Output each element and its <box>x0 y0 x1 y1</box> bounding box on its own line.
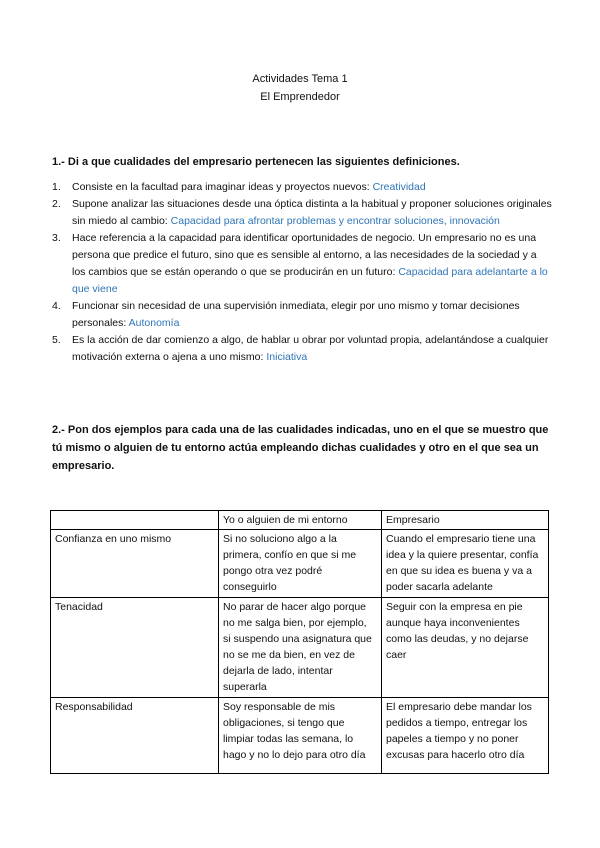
table-row <box>51 530 549 598</box>
header-cell-quality <box>51 511 219 530</box>
quality-cell: Responsabilidad <box>51 698 219 774</box>
self-example-cell: No parar de hacer algo porque no me salga bien, por ejemplo, si suspendo una asignatura que no se me da bien, en vez de dejarla de lado, intentar superarla <box>219 598 382 698</box>
item-definition: Funcionar sin necesidad de una supervisión inmediata, elegir por uno mismo y tomar decisiones personales: <box>72 300 520 329</box>
item-number: 1. <box>52 181 61 193</box>
list-item <box>52 230 552 298</box>
quality-cell: Confianza en uno mismo <box>51 530 219 598</box>
entrepreneur-example-cell: Seguir con la empresa en pie aunque haya inconvenientes como las deudas, y no dejarse caer <box>382 598 549 698</box>
list-item <box>52 332 552 366</box>
list-item <box>52 298 552 332</box>
item-answer: Autonomía <box>128 317 180 329</box>
item-number: 2. <box>52 198 61 210</box>
item-definition: Hace referencia a la capacidad para identificar oportunidades de negocio. Un empresario no es una persona que predice el futuro, sino que es sensible al entorno, a las necesidades de la sociedad y a los cambios que se están operando o que se producirán en un futuro: <box>72 232 537 278</box>
item-answer: Creatividad <box>372 181 426 193</box>
item-answer: Capacidad para afrontar problemas y encontrar soluciones, innovación <box>170 215 500 227</box>
item-number: 3. <box>52 232 61 244</box>
table-row <box>51 598 549 698</box>
definitions-list <box>52 179 552 366</box>
item-number: 4. <box>52 300 61 312</box>
table-row <box>51 698 549 774</box>
list-item <box>52 179 552 196</box>
qualities-table <box>50 510 549 774</box>
document-subtitle: El Emprendedor <box>260 91 340 103</box>
item-definition: Consiste en la facultad para imaginar ideas y proyectos nuevos: <box>72 181 373 193</box>
item-answer: Iniciativa <box>266 351 308 363</box>
self-example-cell: Soy responsable de mis obligaciones, si tengo que limpiar todas las semana, lo hago y no lo dejo para otro día <box>219 698 382 774</box>
header-cell-self: Yo o alguien de mi entorno <box>219 511 382 530</box>
entrepreneur-example-cell: El empresario debe mandar los pedidos a tiempo, entregar los papeles a tiempo y no poner excusas para hacerlo otro día <box>382 698 549 774</box>
quality-cell: Tenacidad <box>51 598 219 698</box>
section1-heading: 1.- Di a que cualidades del empresario pertenecen las siguientes definiciones. <box>52 156 460 168</box>
item-number: 5. <box>52 334 61 346</box>
header-cell-entrepreneur: Empresario <box>382 511 549 530</box>
section2-heading: 2.- Pon dos ejemplos para cada una de las cualidades indicadas, uno en el que se muestro que tú mismo o alguien de tu entorno actúa empleando dichas cualidades y otro en el que sea un empresario. <box>52 424 549 472</box>
table-header-row <box>51 511 549 530</box>
self-example-cell: Si no soluciono algo a la primera, confío en que si me pongo otra vez podré conseguirlo <box>219 530 382 598</box>
entrepreneur-example-cell: Cuando el empresario tiene una idea y la quiere presentar, confía en que su idea es buena y va a poder sacarla adelante <box>382 530 549 598</box>
list-item <box>52 196 552 230</box>
document-title: Actividades Tema 1 <box>252 73 348 85</box>
item-answer: Capacidad para adelantarte a lo que viene <box>72 266 548 295</box>
item-definition: Supone analizar las situaciones desde una óptica distinta a la habitual y proponer soluciones originales sin miedo al cambio: <box>72 198 552 227</box>
item-definition: Es la acción de dar comienzo a algo, de hablar u obrar por voluntad propia, adelantándose a cualquier motivación externa o ajena a uno mismo: <box>72 334 549 363</box>
